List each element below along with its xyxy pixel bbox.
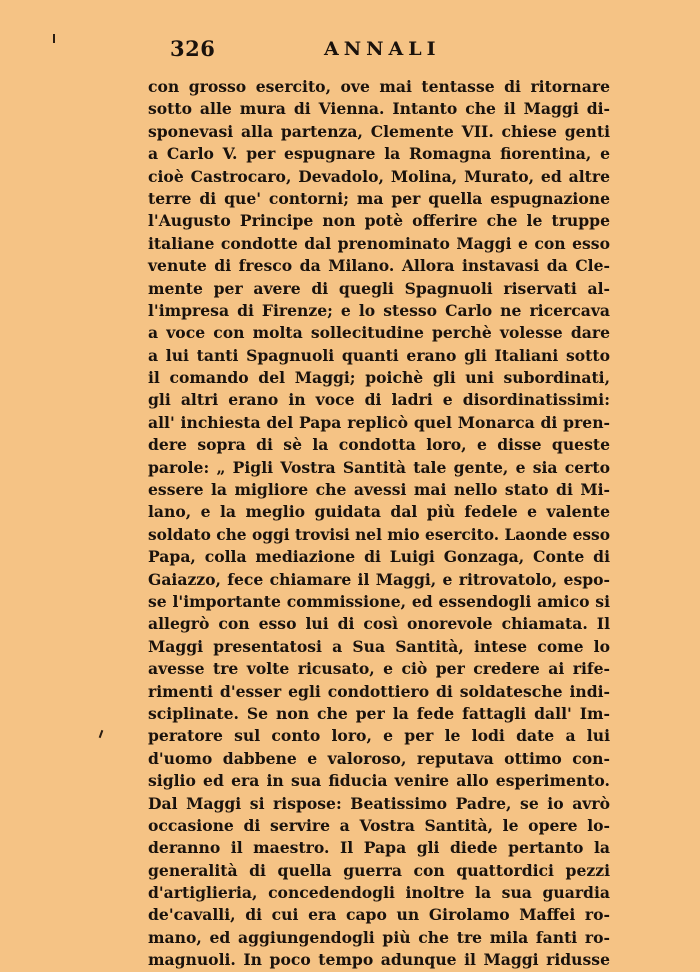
text-line: l'impresa di Firenze; e lo stesso Carlo ne ricercava (148, 300, 610, 320)
text-line: all' inchiesta del Papa replicò quel Monarca di pren- (148, 412, 610, 432)
text-line: Papa, colla mediazione di Luigi Gonzaga, Conte di (148, 547, 610, 567)
text-line: siglio ed era in sua fiducia venire allo esperimento. (148, 771, 610, 791)
text-line: terre di que' contorni; ma per quella espugnazione (148, 188, 610, 208)
text-line: con grosso esercito, ove mai tentasse di ritornare (148, 77, 610, 96)
text-line: sciplinate. Se non che per la fede fattagli dall' Im- (148, 703, 610, 723)
text-line: d'uomo dabbene e valoroso, reputava ottimo con- (148, 748, 610, 768)
text-line: generalità di quella guerra con quattordici pezzi (148, 860, 610, 880)
text-line: l'Augusto Principe non potè offerire che le truppe (148, 211, 610, 231)
text-line: dere sopra di sè la condotta loro, e disse queste (148, 435, 610, 455)
text-line: a voce con molta sollecitudine perchè volesse dare (148, 323, 610, 343)
text-line: Dal Maggi si rispose: Beatissimo Padre, se io avrò (148, 793, 610, 813)
text-line: italiane condotte dal prenominato Maggi e con esso (148, 233, 610, 253)
text-line: parole: „ Pigli Vostra Santità tale gente, e sia certo (148, 457, 610, 477)
text-line: lano, e la meglio guidata dal più fedele e valente (148, 502, 610, 522)
text-line: allegrò con esso lui di così onorevole chiamata. Il (148, 614, 610, 634)
text-line: venute di fresco da Milano. Allora instavasi da Cle- (148, 256, 610, 276)
text-line: a Carlo V. per espugnare la Romagna fiorentina, e (148, 144, 610, 164)
margin-mark-left (99, 730, 104, 738)
body-text (148, 76, 610, 972)
page-number: 326 (170, 36, 216, 61)
page-header (170, 36, 610, 64)
text-line: peratore sul conto loro, e per le lodi date a lui (148, 726, 610, 746)
text-line: gli altri erano in voce di ladri e disordinatissimi: (148, 390, 610, 410)
margin-mark-top (53, 34, 55, 43)
text-line: de'cavalli, di cui era capo un Girolamo Maffei ro- (148, 905, 610, 925)
text-line: deranno il maestro. Il Papa gli diede pertanto la (148, 838, 610, 858)
text-line: mente per avere di quegli Spagnuoli riservati al- (148, 278, 610, 298)
text-line: sotto alle mura di Vienna. Intanto che il Maggi di- (148, 99, 610, 119)
text-line: a lui tanti Spagnuoli quanti erano gli Italiani sotto (148, 345, 610, 365)
text-line: Gaiazzo, fece chiamare il Maggi, e ritrovatolo, espo- (148, 569, 610, 589)
text-line: soldato che oggi trovisi nel mio esercito. Laonde esso (148, 525, 610, 544)
text-line: il comando del Maggi; poichè gli uni subordinati, (148, 368, 610, 388)
text-line: d'artiglieria, concedendogli inoltre la sua guardia (148, 883, 610, 903)
running-head: ANNALI (324, 38, 441, 60)
text-line: occasione di servire a Vostra Santità, le opere lo- (148, 815, 610, 835)
text-line: mano, ed aggiungendogli più che tre mila fanti ro- (148, 927, 610, 947)
text-line: magnuoli. In poco tempo adunque il Maggi ridusse (148, 950, 610, 970)
text-line: essere la migliore che avessi mai nello stato di Mi- (148, 480, 610, 500)
text-line: sponevasi alla partenza, Clemente VII. chiese genti (148, 121, 610, 141)
text-line: cioè Castrocaro, Devadolo, Molina, Murato, ed altre (148, 166, 610, 186)
text-line: se l'importante commissione, ed essendogli amico si (148, 591, 610, 611)
text-line: Maggi presentatosi a Sua Santità, intese come lo (148, 636, 610, 656)
text-line: rimenti d'esser egli condottiero di soldatesche indi- (148, 681, 610, 701)
text-line: avesse tre volte ricusato, e ciò per credere ai rife- (148, 659, 610, 679)
